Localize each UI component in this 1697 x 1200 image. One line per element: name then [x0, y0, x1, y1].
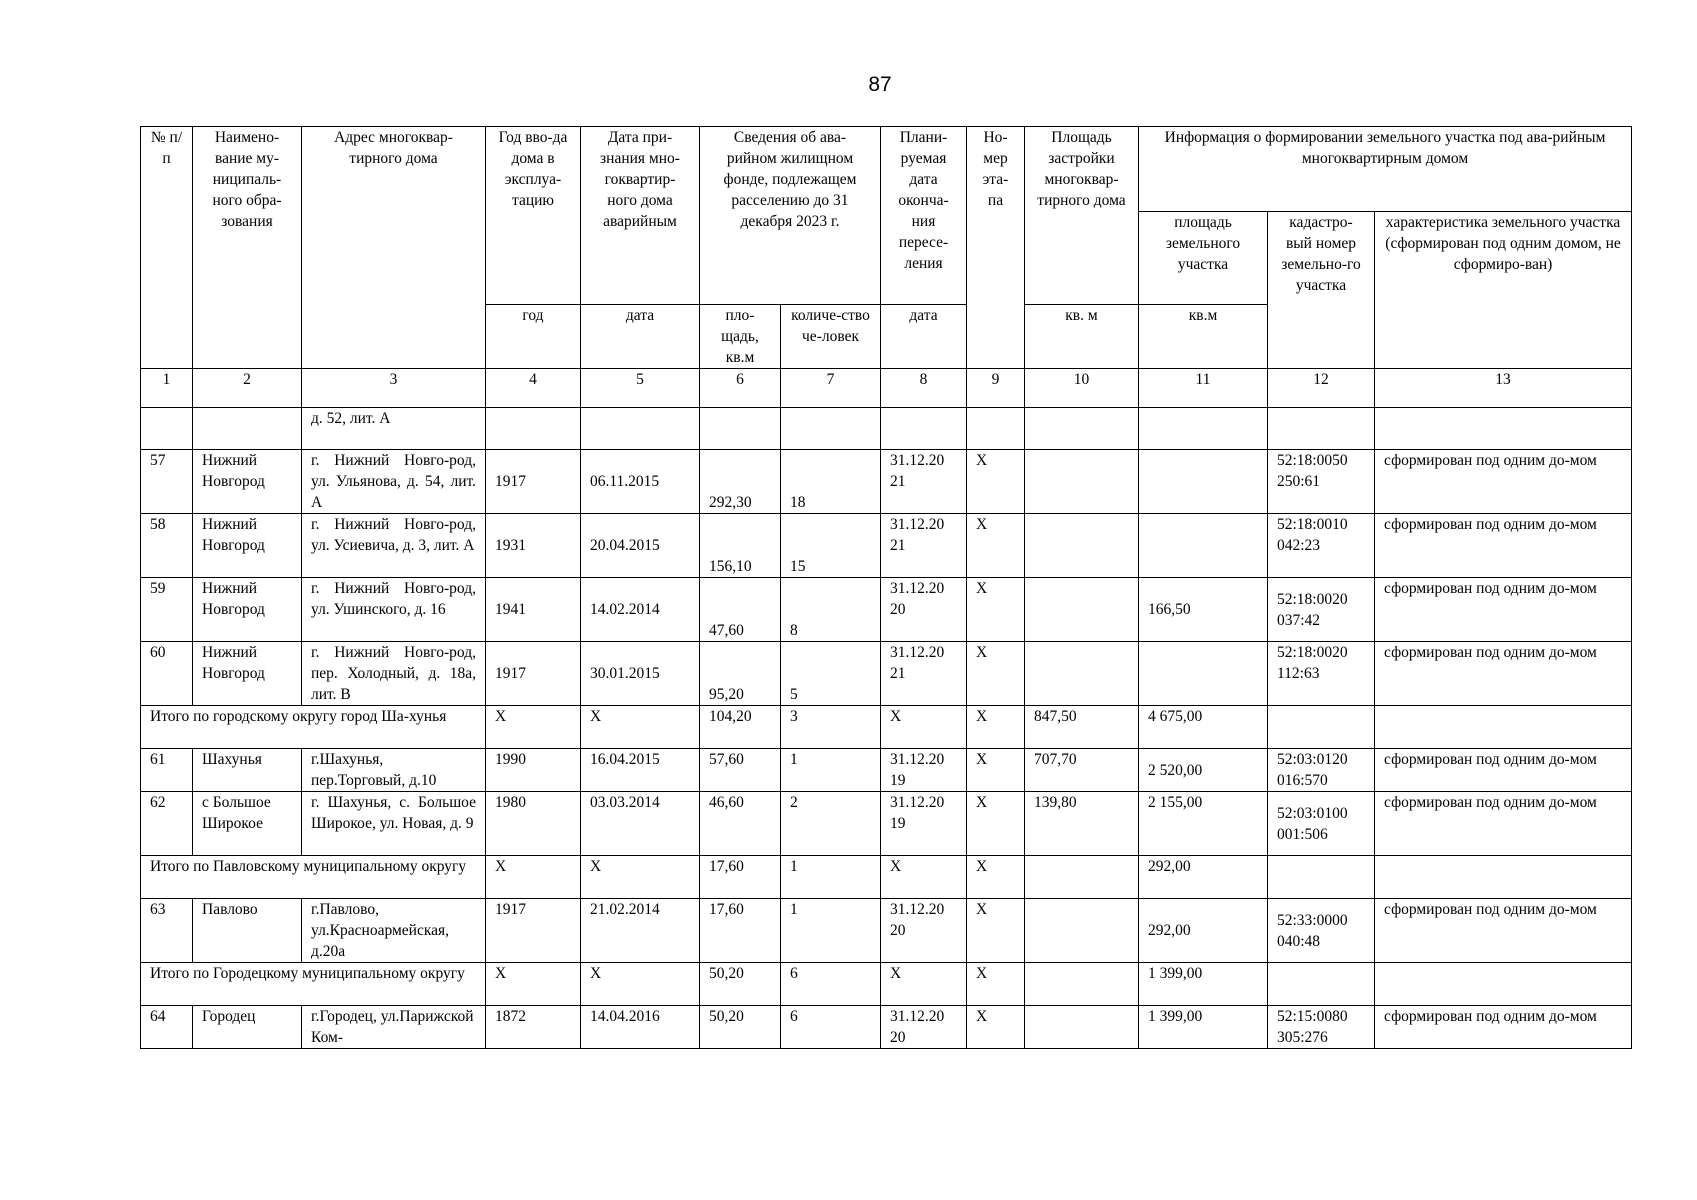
stage-cell: X — [967, 642, 1025, 706]
header-cell: кв.м — [1139, 305, 1268, 369]
plan-date-cell: 31.12.20 20 — [881, 899, 967, 963]
cadastral-cell: 52:18:0020 112:63 — [1268, 642, 1375, 706]
subtotal-label: Итого по Городецкому муниципальному округу — [141, 963, 486, 1006]
land-characteristic-cell: сформирован под одним до-мом — [1375, 642, 1632, 706]
header-cell: площадь земельного участка — [1139, 212, 1268, 305]
date-cell: 03.03.2014 — [581, 792, 700, 856]
year-cell: X — [486, 856, 581, 899]
land-characteristic-cell: сформирован под одним до-мом — [1375, 450, 1632, 514]
land-characteristic-cell: сформирован под одним до-мом — [1375, 792, 1632, 856]
subtotal-label: Итого по Павловскому муниципальному округу — [141, 856, 486, 899]
plan-date-cell: 31.12.20 21 — [881, 514, 967, 578]
plan-date-cell: 31.12.20 20 — [881, 1006, 967, 1049]
build-area-cell: 139,80 — [1025, 792, 1139, 856]
build-area-cell — [1025, 899, 1139, 963]
subtotal-row — [141, 963, 1632, 1006]
people-cell: 2 — [781, 792, 881, 856]
column-number: 10 — [1025, 369, 1139, 408]
header-cell: Плани-руемая дата оконча-ния пересе-ления — [881, 127, 967, 305]
plan-date-cell: X — [881, 706, 967, 749]
address-cell: г. Нижний Новго-род, ул. Ушинского, д. 16 — [302, 578, 486, 642]
header-row — [141, 127, 1632, 212]
build-area-cell — [1025, 578, 1139, 642]
column-number: 5 — [581, 369, 700, 408]
land-area-cell — [1139, 514, 1268, 578]
housing-table — [140, 126, 1632, 1049]
table-row — [141, 749, 1632, 792]
date-cell: 30.01.2015 — [581, 642, 700, 706]
plan-date-cell: 31.12.20 19 — [881, 792, 967, 856]
header-cell: характеристика земельного участка (сформирован под одним домом, не сформиро-ван) — [1375, 212, 1632, 369]
people-cell: 5 — [781, 642, 881, 706]
column-number-row — [141, 369, 1632, 408]
column-number: 7 — [781, 369, 881, 408]
people-cell: 3 — [781, 706, 881, 749]
land-area-cell — [1139, 450, 1268, 514]
build-area-cell: 707,70 — [1025, 749, 1139, 792]
header-cell: Площадь застройки многоквар-тирного дома — [1025, 127, 1139, 305]
table-row — [141, 899, 1632, 963]
stage-cell: X — [967, 792, 1025, 856]
plan-date-cell: 31.12.20 21 — [881, 642, 967, 706]
land-area-cell: 2 155,00 — [1139, 792, 1268, 856]
stage-cell: X — [967, 1006, 1025, 1049]
land-characteristic-cell: сформирован под одним до-мом — [1375, 749, 1632, 792]
stage-cell: X — [967, 963, 1025, 1006]
cadastral-cell: 52:18:0020 037:42 — [1268, 578, 1375, 642]
row-number: 57 — [141, 450, 193, 514]
plan-date-cell: X — [881, 856, 967, 899]
plan-date-cell: 31.12.20 21 — [881, 450, 967, 514]
address-cell: г. Нижний Новго-род, ул. Ульянова, д. 54, лит. А — [302, 450, 486, 514]
subtotal-row — [141, 856, 1632, 899]
header-cell: дата — [581, 305, 700, 369]
header-cell: кадастро-вый номер земельно-го участка — [1268, 212, 1375, 369]
municipality-cell: Павлово — [193, 899, 302, 963]
column-number: 12 — [1268, 369, 1375, 408]
land-area-cell: 1 399,00 — [1139, 1006, 1268, 1049]
row-number: 61 — [141, 749, 193, 792]
stage-cell: X — [967, 749, 1025, 792]
municipality-cell: Нижний Новгород — [193, 578, 302, 642]
land-characteristic-cell: сформирован под одним до-мом — [1375, 514, 1632, 578]
area-cell: 104,20 — [700, 706, 781, 749]
people-cell: 1 — [781, 749, 881, 792]
people-cell: 6 — [781, 1006, 881, 1049]
people-cell: 18 — [781, 450, 881, 514]
land-characteristic-cell: сформирован под одним до-мом — [1375, 1006, 1632, 1049]
area-cell: 292,30 — [700, 450, 781, 514]
municipality-cell: Нижний Новгород — [193, 450, 302, 514]
date-cell: X — [581, 856, 700, 899]
year-cell: 1917 — [486, 642, 581, 706]
table-row — [141, 1006, 1632, 1049]
date-cell: 21.02.2014 — [581, 899, 700, 963]
land-area-cell: 292,00 — [1139, 856, 1268, 899]
header-cell: год — [486, 305, 581, 369]
column-number: 3 — [302, 369, 486, 408]
land-area-cell: 292,00 — [1139, 899, 1268, 963]
column-number: 2 — [193, 369, 302, 408]
column-number: 1 — [141, 369, 193, 408]
column-number: 6 — [700, 369, 781, 408]
cadastral-cell: 52:03:0100 001:506 — [1268, 792, 1375, 856]
year-cell: X — [486, 706, 581, 749]
address-cell: г.Шахунья, пер.Торговый, д.10 — [302, 749, 486, 792]
table-row — [141, 408, 1632, 450]
header-cell: Наимено-вание му-ниципаль-ного обра-зования — [193, 127, 302, 369]
header-cell: кв. м — [1025, 305, 1139, 369]
plan-date-cell: 31.12.20 19 — [881, 749, 967, 792]
header-cell: Адрес многоквар-тирного дома — [302, 127, 486, 369]
stage-cell: X — [967, 578, 1025, 642]
build-area-cell — [1025, 1006, 1139, 1049]
municipality-cell: Нижний Новгород — [193, 642, 302, 706]
year-cell: 1872 — [486, 1006, 581, 1049]
municipality-cell: Городец — [193, 1006, 302, 1049]
stage-cell: X — [967, 450, 1025, 514]
stage-cell: X — [967, 706, 1025, 749]
build-area-cell — [1025, 450, 1139, 514]
land-area-cell: 2 520,00 — [1139, 749, 1268, 792]
people-cell: 8 — [781, 578, 881, 642]
subtotal-row — [141, 706, 1632, 749]
cadastral-cell: 52:18:0010 042:23 — [1268, 514, 1375, 578]
land-area-cell: 4 675,00 — [1139, 706, 1268, 749]
date-cell: 20.04.2015 — [581, 514, 700, 578]
table-row — [141, 450, 1632, 514]
row-number: 64 — [141, 1006, 193, 1049]
address-cell: г. Нижний Новго-род, ул. Усиевича, д. 3, лит. А — [302, 514, 486, 578]
build-area-cell — [1025, 642, 1139, 706]
year-cell: 1931 — [486, 514, 581, 578]
address-cell: г. Шахунья, с. Большое Широкое, ул. Новая, д. 9 — [302, 792, 486, 856]
area-cell: 50,20 — [700, 1006, 781, 1049]
area-cell: 50,20 — [700, 963, 781, 1006]
build-area-cell — [1025, 963, 1139, 1006]
table-row — [141, 792, 1632, 856]
year-cell: X — [486, 963, 581, 1006]
area-cell: 95,20 — [700, 642, 781, 706]
header-cell: Дата при-знания мно-гоквартир-ного дома аварийным — [581, 127, 700, 305]
column-number: 13 — [1375, 369, 1632, 408]
address-cell: г. Нижний Новго-род, пер. Холодный, д. 18а, лит. В — [302, 642, 486, 706]
area-cell: 57,60 — [700, 749, 781, 792]
land-area-cell — [1139, 642, 1268, 706]
stage-cell: X — [967, 514, 1025, 578]
land-characteristic-cell: сформирован под одним до-мом — [1375, 578, 1632, 642]
build-area-cell — [1025, 514, 1139, 578]
row-number: 60 — [141, 642, 193, 706]
cadastral-cell: 52:18:0050 250:61 — [1268, 450, 1375, 514]
header-cell: Информация о формировании земельного участка под ава-рийным многоквартирным домом — [1139, 127, 1632, 212]
land-area-cell: 166,50 — [1139, 578, 1268, 642]
date-cell: 14.04.2016 — [581, 1006, 700, 1049]
area-cell: 47,60 — [700, 578, 781, 642]
plan-date-cell: 31.12.20 20 — [881, 578, 967, 642]
table-row — [141, 642, 1632, 706]
people-cell: 15 — [781, 514, 881, 578]
date-cell: 14.02.2014 — [581, 578, 700, 642]
row-number: 59 — [141, 578, 193, 642]
column-number: 4 — [486, 369, 581, 408]
municipality-cell: с Большое Широкое — [193, 792, 302, 856]
cadastral-cell: 52:03:0120 016:570 — [1268, 749, 1375, 792]
year-cell: 1917 — [486, 899, 581, 963]
year-cell: 1941 — [486, 578, 581, 642]
date-cell: X — [581, 706, 700, 749]
municipality-cell: Шахунья — [193, 749, 302, 792]
people-cell: 1 — [781, 856, 881, 899]
build-area-cell — [1025, 856, 1139, 899]
table-row — [141, 514, 1632, 578]
municipality-cell: Нижний Новгород — [193, 514, 302, 578]
header-cell: дата — [881, 305, 967, 369]
year-cell: 1990 — [486, 749, 581, 792]
column-number: 9 — [967, 369, 1025, 408]
header-cell: пло-щадь, кв.м — [700, 305, 781, 369]
header-cell: Год вво-да дома в эксплуа-тацию — [486, 127, 581, 305]
year-cell: 1917 — [486, 450, 581, 514]
stage-cell: X — [967, 899, 1025, 963]
row-number: 58 — [141, 514, 193, 578]
address-cell: г.Городец, ул.Парижской Ком- — [302, 1006, 486, 1049]
address-cell: г.Павлово, ул.Красноармейская, д.20а — [302, 899, 486, 963]
column-number: 11 — [1139, 369, 1268, 408]
people-cell: 6 — [781, 963, 881, 1006]
page-number: 87 — [868, 73, 892, 96]
header-cell: количе-ство че-ловек — [781, 305, 881, 369]
column-number: 8 — [881, 369, 967, 408]
land-characteristic-cell: сформирован под одним до-мом — [1375, 899, 1632, 963]
row-number: 63 — [141, 899, 193, 963]
build-area-cell: 847,50 — [1025, 706, 1139, 749]
year-cell: 1980 — [486, 792, 581, 856]
area-cell: 17,60 — [700, 856, 781, 899]
cadastral-cell: 52:33:0000 040:48 — [1268, 899, 1375, 963]
cadastral-cell: 52:15:0080 305:276 — [1268, 1006, 1375, 1049]
date-cell: X — [581, 963, 700, 1006]
stage-cell: X — [967, 856, 1025, 899]
header-cell: Но-мер эта-па — [967, 127, 1025, 369]
address-cell: д. 52, лит. А — [302, 408, 486, 450]
area-cell: 156,10 — [700, 514, 781, 578]
area-cell: 17,60 — [700, 899, 781, 963]
subtotal-label: Итого по городскому округу город Ша-хунья — [141, 706, 486, 749]
land-area-cell: 1 399,00 — [1139, 963, 1268, 1006]
area-cell: 46,60 — [700, 792, 781, 856]
people-cell: 1 — [781, 899, 881, 963]
header-cell: № п/п — [141, 127, 193, 369]
table-row — [141, 578, 1632, 642]
plan-date-cell: X — [881, 963, 967, 1006]
header-cell: Сведения об ава-рийном жилищном фонде, подлежащем расселению до 31 декабря 2023 г. — [700, 127, 881, 305]
date-cell: 06.11.2015 — [581, 450, 700, 514]
row-number: 62 — [141, 792, 193, 856]
date-cell: 16.04.2015 — [581, 749, 700, 792]
